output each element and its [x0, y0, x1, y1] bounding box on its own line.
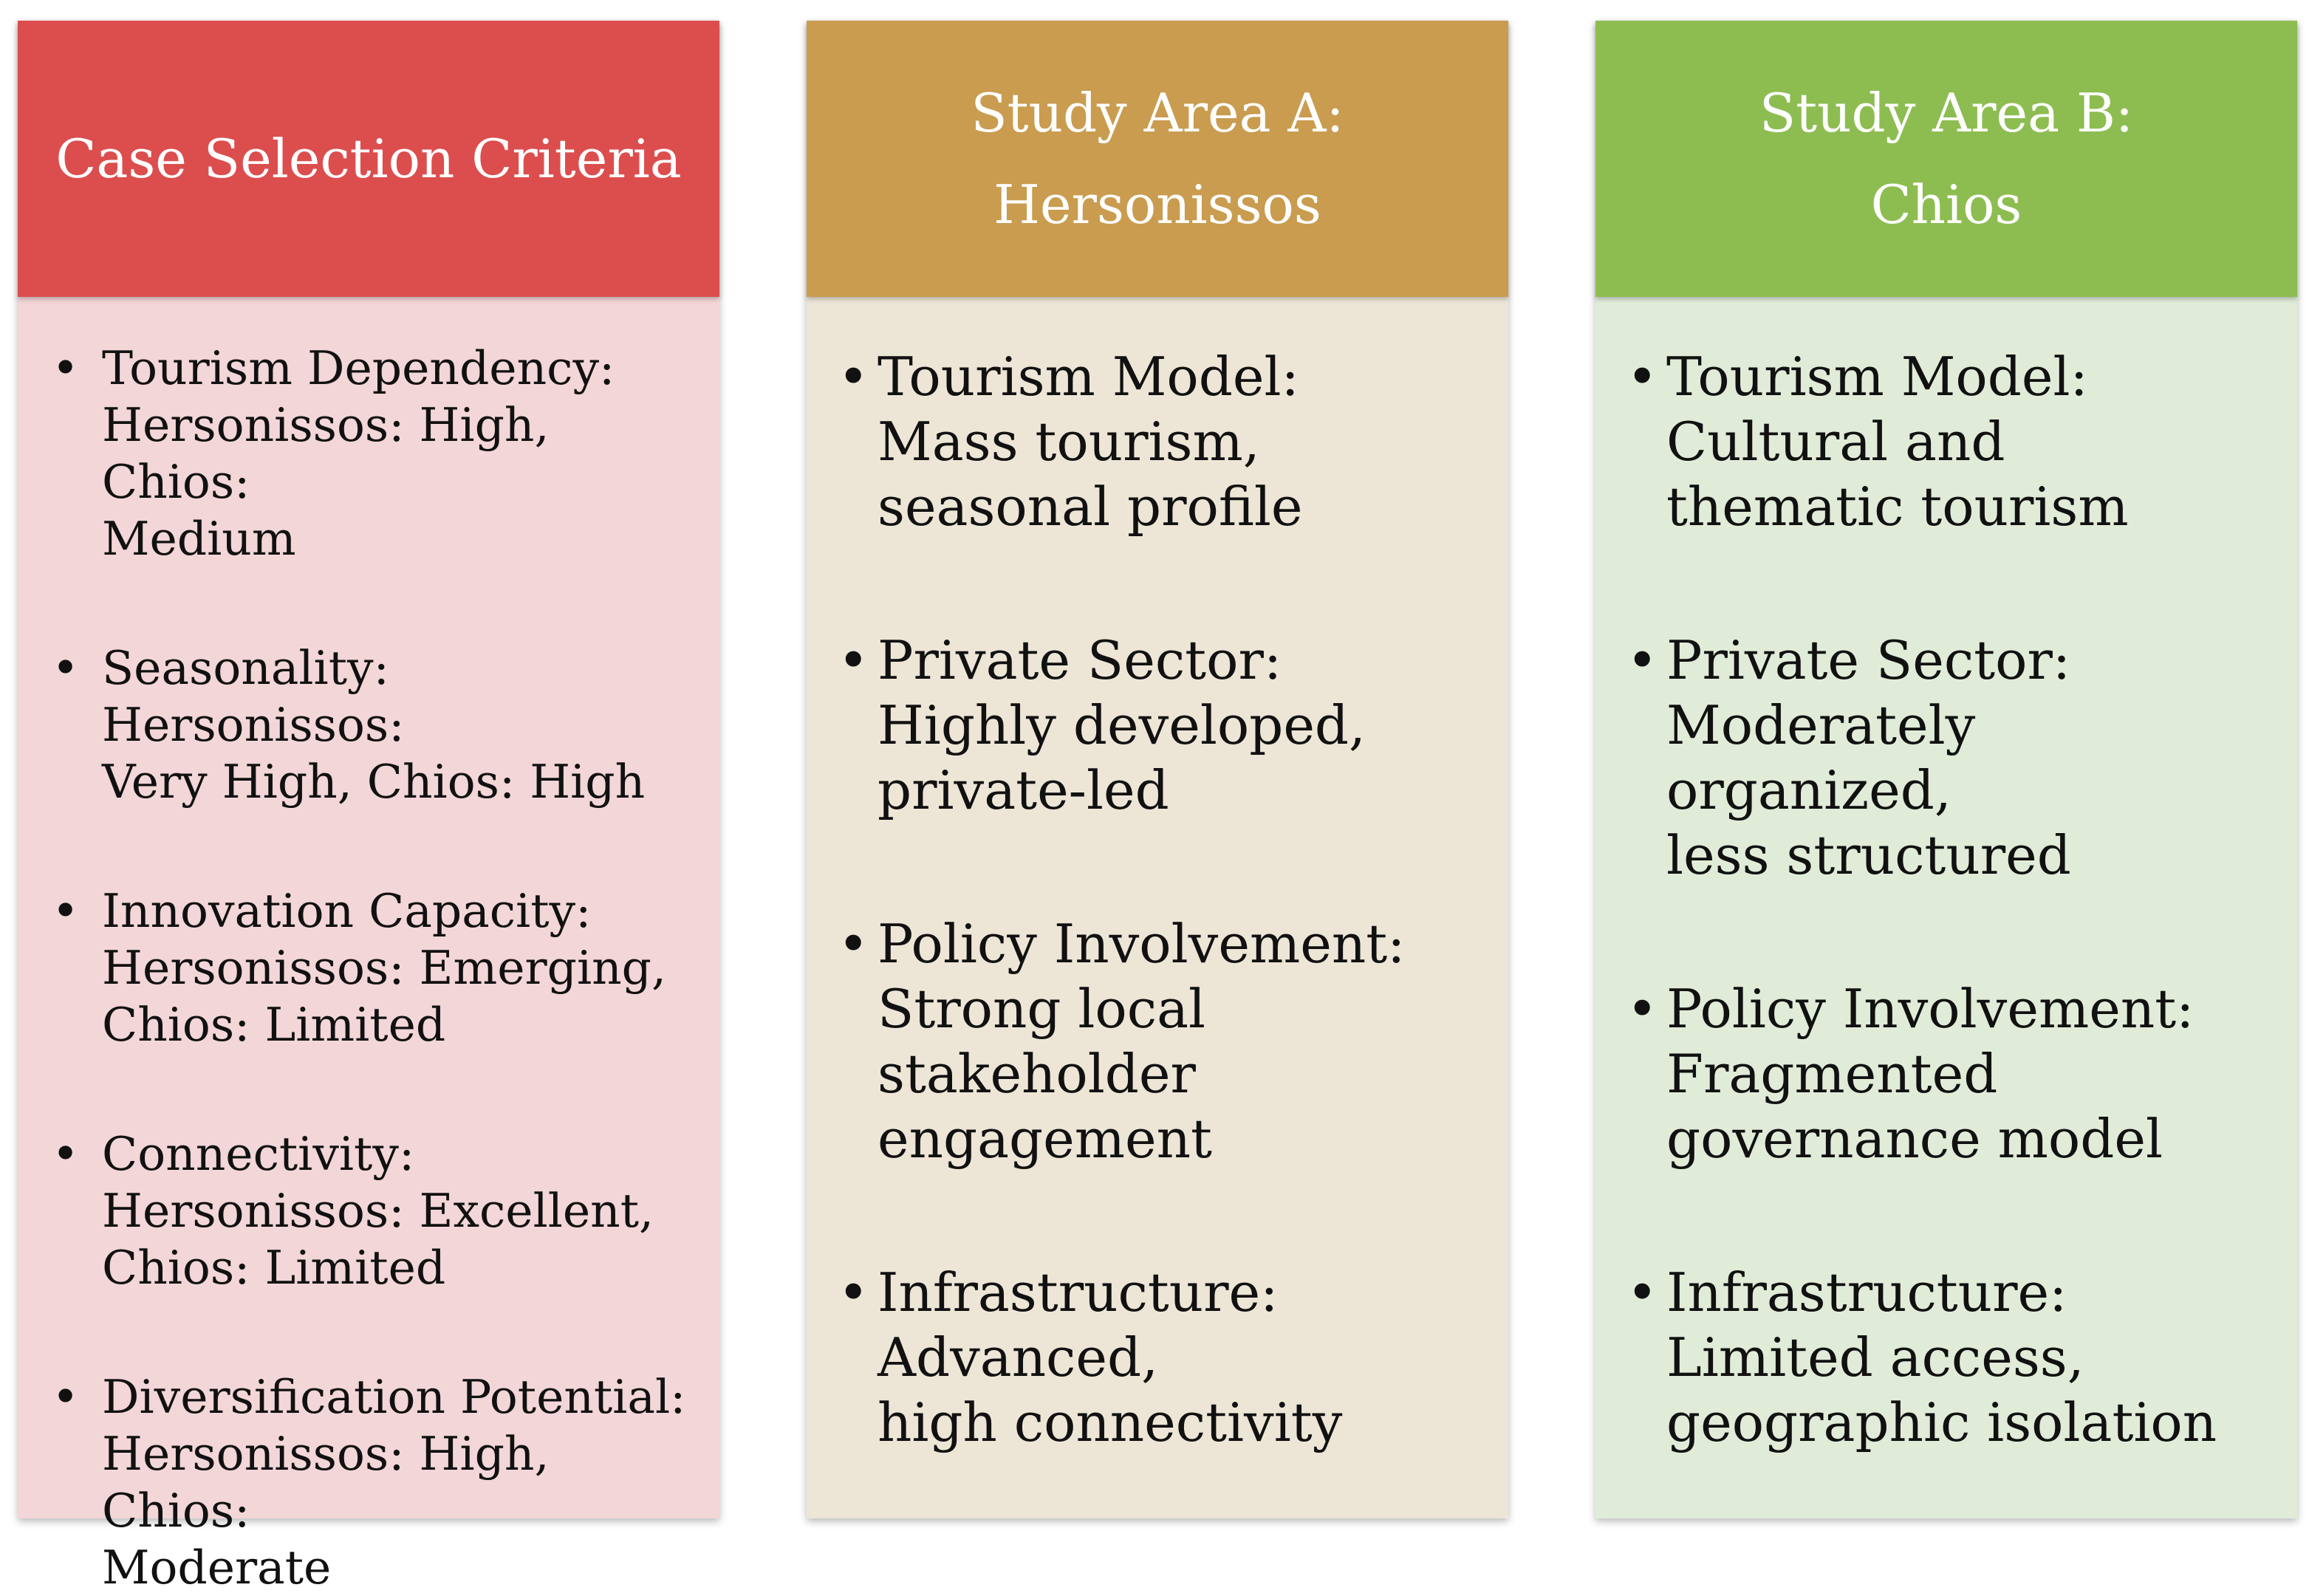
bullet-icon: • [1626, 346, 1658, 408]
list-item-text: Tourism Model: Mass tourism, seasonal profile [878, 346, 1303, 538]
list-item [1625, 1260, 2268, 1455]
bullet-icon: • [52, 1370, 80, 1424]
bullet-icon: • [838, 1261, 869, 1323]
study-area-a-column [807, 21, 1508, 1518]
study-area-b-column [1595, 21, 2297, 1518]
list-item-text: Policy Involvement: Strong local stakeholder engagement [878, 913, 1406, 1170]
column-body [807, 297, 1508, 1518]
bullet-icon: • [52, 341, 80, 395]
list-item-text: Private Sector: Moderately organized, less structured [1666, 629, 2071, 886]
list-item-text: Innovation Capacity: Hersonissos: Emerging, Chios: Limited [102, 884, 667, 1052]
column-header [1595, 21, 2297, 297]
study-area-b-list [1625, 344, 2268, 1455]
list-item-text: Tourism Model: Cultural and thematic tourism [1666, 346, 2129, 538]
list-item [1625, 628, 2268, 888]
list-item-text: Diversification Potential: Hersonissos: High, Chios: Moderate [102, 1370, 686, 1595]
list-item [1625, 976, 2268, 1171]
list-item-text: Infrastructure: Limited access, geographic isolation [1666, 1261, 2217, 1453]
list-item-text: Tourism Dependency: Hersonissos: High, Chios: Medium [102, 341, 615, 566]
column-body [1595, 297, 2297, 1518]
study-area-a-list [836, 344, 1479, 1455]
bullet-icon: • [838, 913, 869, 975]
bullet-icon: • [52, 641, 80, 695]
bullet-icon: • [52, 884, 80, 938]
list-item [1625, 344, 2268, 539]
list-item-text: Connectivity: Hersonissos: Excellent, Chios: Limited [102, 1127, 654, 1295]
column-body [18, 297, 719, 1595]
list-item-text: Policy Involvement: Fragmented governance model [1666, 978, 2195, 1170]
column-header-title: Case Selection Criteria [55, 128, 682, 190]
list-item [836, 628, 1479, 823]
bullet-icon: • [838, 629, 869, 691]
bullet-icon: • [1626, 978, 1658, 1040]
column-header [807, 21, 1508, 297]
bullet-icon: • [52, 1127, 80, 1181]
column-header-title: Study Area B: Chios [1759, 82, 2134, 236]
list-item [46, 883, 690, 1053]
list-item [46, 1126, 690, 1296]
list-item [836, 911, 1479, 1171]
list-item [836, 344, 1479, 539]
list-item [836, 1260, 1479, 1455]
list-item-text: Infrastructure: Advanced, high connectivity [878, 1261, 1343, 1453]
case-selection-criteria-column [18, 21, 719, 1595]
bullet-icon: • [838, 346, 869, 408]
list-item [46, 640, 690, 810]
list-item [46, 340, 690, 567]
list-item-text: Seasonality: Hersonissos: Very High, Chios: High [102, 641, 646, 809]
bullet-icon: • [1626, 629, 1658, 691]
criteria-list [46, 340, 690, 1596]
column-header [18, 21, 719, 297]
list-item [46, 1369, 690, 1596]
bullet-icon: • [1626, 1261, 1658, 1323]
column-header-title: Study Area A: Hersonissos [971, 82, 1344, 236]
list-item-text: Private Sector: Highly developed, private-led [878, 629, 1366, 821]
